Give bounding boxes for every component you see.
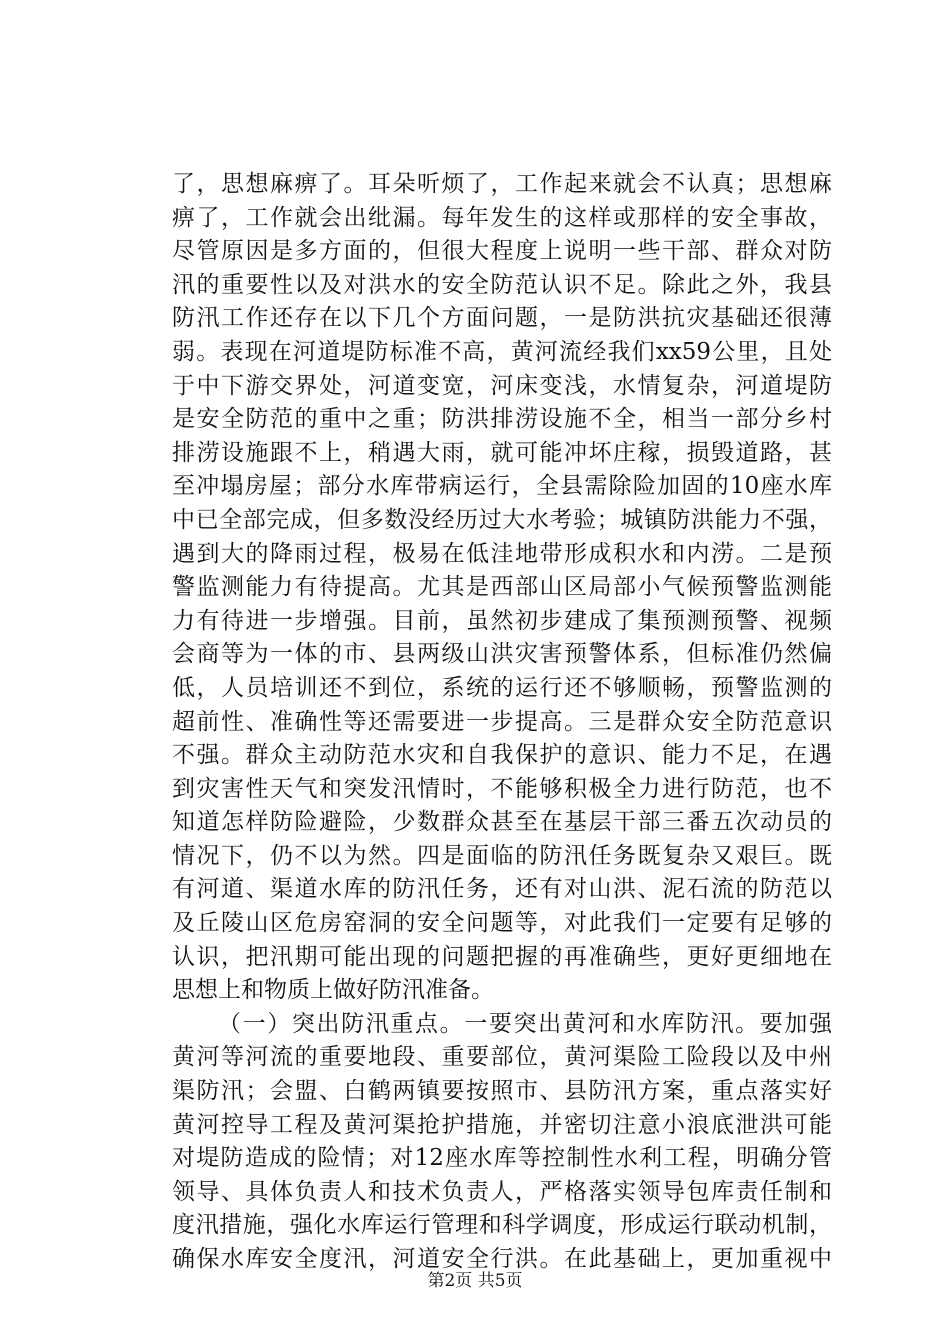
text-line: 度汛措施，强化水库运行管理和科学调度，形成运行联动机制， bbox=[172, 1212, 832, 1239]
text-line: 中已全部完成，但多数没经历过大水考验；城镇防洪能力不强， bbox=[172, 506, 832, 533]
text-line: 对堤防造成的险情；对12座水库等控制性水利工程，明确分管 bbox=[172, 1145, 832, 1172]
text-line: 到灾害性天气和突发汛情时，不能够积极全力进行防范，也不 bbox=[172, 775, 832, 802]
text-line: 思想上和物质上做好防汛准备。 bbox=[172, 977, 494, 1004]
text-line: 不强。群众主动防范水灾和自我保护的意识、能力不足，在遇 bbox=[172, 742, 832, 769]
text-line: 警监测能力有待提高。尤其是西部山区局部小气候预警监测能 bbox=[172, 574, 832, 601]
text-line: 于中下游交界处，河道变宽，河床变浅，水情复杂，河道堤防 bbox=[172, 372, 832, 399]
text-line: 有河道、渠道水库的防汛任务，还有对山洪、泥石流的防范以 bbox=[172, 876, 832, 903]
text-line: 尽管原因是多方面的，但很大程度上说明一些干部、群众对防 bbox=[172, 238, 832, 265]
text-line: 是安全防范的重中之重；防洪排涝设施不全，相当一部分乡村 bbox=[172, 406, 832, 433]
page-number-footer: 第2页 共5页 bbox=[427, 1271, 523, 1291]
text-line: 至冲塌房屋；部分水库带病运行，全县需除险加固的10座水库 bbox=[172, 473, 832, 500]
text-line: 及丘陵山区危房窑洞的安全问题等，对此我们一定要有足够的 bbox=[172, 910, 832, 937]
text-line: 知道怎样防险避险，少数群众甚至在基层干部三番五次动员的 bbox=[172, 809, 832, 836]
text-line: 汛的重要性以及对洪水的安全防范认识不足。除此之外，我县 bbox=[172, 271, 832, 298]
text-line: 防汛工作还存在以下几个方面问题，一是防洪抗灾基础还很薄 bbox=[172, 305, 832, 332]
text-line: 领导、具体负责人和技术负责人，严格落实领导包库责任制和 bbox=[172, 1178, 832, 1205]
section-heading-line: （一）突出防汛重点。一要突出黄河和水库防汛。要加强 bbox=[218, 1010, 832, 1037]
text-line: 情况下，仍不以为然。四是面临的防汛任务既复杂又艰巨。既 bbox=[172, 842, 832, 869]
text-line: 弱。表现在河道堤防标准不高，黄河流经我们xx59公里，且处 bbox=[172, 338, 832, 365]
text-line: 黄河等河流的重要地段、重要部位，黄河渠险工险段以及中州 bbox=[172, 1044, 832, 1071]
text-line: 力有待进一步增强。目前，虽然初步建成了集预测预警、视频 bbox=[172, 607, 832, 634]
text-line: 了，思想麻痹了。耳朵听烦了，工作起来就会不认真；思想麻 bbox=[172, 171, 832, 197]
text-line: 会商等为一体的市、县两级山洪灾害预警体系，但标准仍然偏 bbox=[172, 641, 832, 668]
text-line: 遇到大的降雨过程，极易在低洼地带形成积水和内涝。二是预 bbox=[172, 540, 832, 567]
text-line: 超前性、准确性等还需要进一步提高。三是群众安全防范意识 bbox=[172, 708, 832, 735]
text-line: 确保水库安全度汛，河道安全行洪。在此基础上，更加重视中 bbox=[172, 1246, 832, 1272]
text-line: 排涝设施跟不上，稍遇大雨，就可能冲坏庄稼，损毁道路，甚 bbox=[172, 439, 832, 466]
body-text bbox=[172, 168, 832, 1277]
text-line: 低，人员培训还不到位，系统的运行还不够顺畅，预警监测的 bbox=[172, 674, 832, 701]
text-line: 痹了，工作就会出纰漏。每年发生的这样或那样的安全事故， bbox=[172, 204, 832, 231]
text-line: 渠防汛；会盟、白鹤两镇要按照市、县防汛方案，重点落实好 bbox=[172, 1078, 832, 1105]
text-line: 认识，把汛期可能出现的问题把握的再准确些，更好更细地在 bbox=[172, 943, 832, 970]
text-line: 黄河控导工程及黄河渠抢护措施，并密切注意小浪底泄洪可能 bbox=[172, 1111, 832, 1138]
